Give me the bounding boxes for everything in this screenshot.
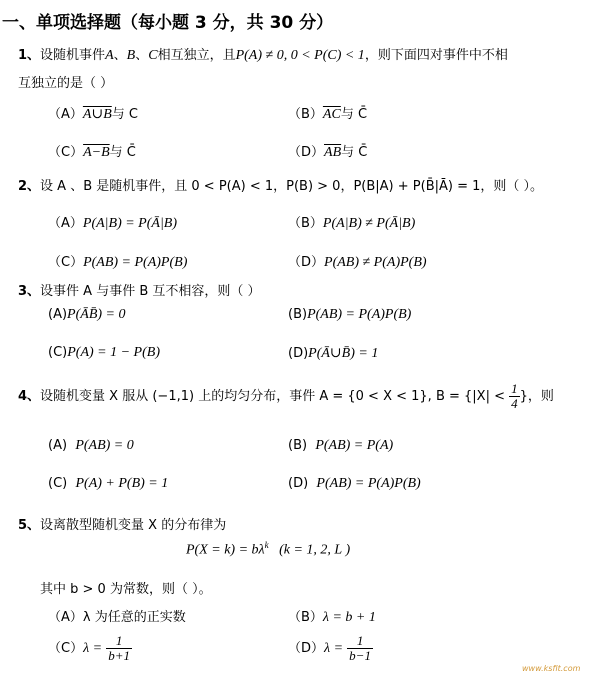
question-1: 1、设随机事件A、B、C相互独立，且P(A) ≠ 0, 0 < P(C) < 1，则下面四对事件中不相 <box>18 48 508 63</box>
question-number: 1、 <box>18 48 41 63</box>
q4-option-a: (A) P(AB) = 0 <box>48 438 134 453</box>
section-title: 一、单项选择题（每小题 3 分，共 30 分） <box>2 13 334 33</box>
q3-option-b: (B)P(AB) = P(A)P(B) <box>288 307 412 322</box>
q2-option-a: （A）P(A|B) = P(Ā|B) <box>48 216 178 231</box>
q2-option-c: （C）P(AB) = P(A)P(B) <box>48 255 188 270</box>
distribution-formula: $P(X = k) = b\lambda^k$ (k = 1, 2, L ) <box>186 540 351 558</box>
watermark: www.ksfit.com <box>522 664 581 673</box>
question-number: 5、 <box>18 518 41 533</box>
q4-option-b: (B) P(AB) = P(A) <box>288 438 394 453</box>
q5-option-c: （C）λ = $\frac{1}{b+1}$ <box>48 633 131 663</box>
question-5: 5、设离散型随机变量 X 的分布律为 <box>18 518 227 533</box>
q5-option-b: （B）λ = b + 1 <box>288 610 376 625</box>
q2-option-b: （B）P(A|B) ≠ P(Ā|B) <box>288 216 416 231</box>
question-4: 4、设随机变量 X 服从 (−1,1) 上的均匀分布，事件 A = {0 < X < 1}, B = {|X| < $\frac{1}{4}$ }，则 <box>18 381 554 411</box>
q5-option-d: （D）λ = $\frac{1}{b-1}$ <box>288 633 371 663</box>
question-3: 3、设事件 A 与事件 B 互不相容，则（ ） <box>18 284 261 299</box>
question-number: 3、 <box>18 284 41 299</box>
question-number: 4、 <box>18 389 41 404</box>
fraction: $\frac{1}{b-1}$ <box>349 633 371 663</box>
q2-option-d: （D）P(AB) ≠ P(A)P(B) <box>288 255 427 270</box>
q1-option-b: $(B)\overline{AC}$与 C̄ <box>288 107 368 122</box>
q1-option-a: （A）A∪B与 C <box>48 107 138 122</box>
question-2: 2、设 A 、B 是随机事件，且 0 < P(A) < 1，P(B) > 0，P(B|A) + P(B̄|Ā) = 1，则（ ）。 <box>18 179 544 194</box>
question-number: 2、 <box>18 179 41 194</box>
q1-option-d: $(D)\overline{AB}$与 C̄ <box>288 145 368 160</box>
q4-option-d: (D) P(AB) = P(A)P(B) <box>288 476 421 491</box>
question-5-condition: 其中 b > 0 为常数，则（ ）。 <box>40 582 212 597</box>
fraction: $\frac{1}{4}$ <box>511 381 518 411</box>
q4-option-c: (C) P(A) + P(B) = 1 <box>48 476 169 491</box>
q1-option-c: （C）A−B与 C̄ <box>48 145 136 160</box>
q5-option-a: （A）λ 为任意的正实数 <box>48 610 186 625</box>
q3-option-d: (D)P(Ā∪B̄) = 1 <box>288 346 379 361</box>
q3-option-c: (C)P(A) = 1 − P(B) <box>48 345 160 360</box>
fraction: $\frac{1}{b+1}$ <box>108 633 131 663</box>
question-1-line2: 互独立的是（ ） <box>18 76 114 91</box>
q3-option-a: (A)P(ĀB̄) = 0 <box>48 307 126 322</box>
